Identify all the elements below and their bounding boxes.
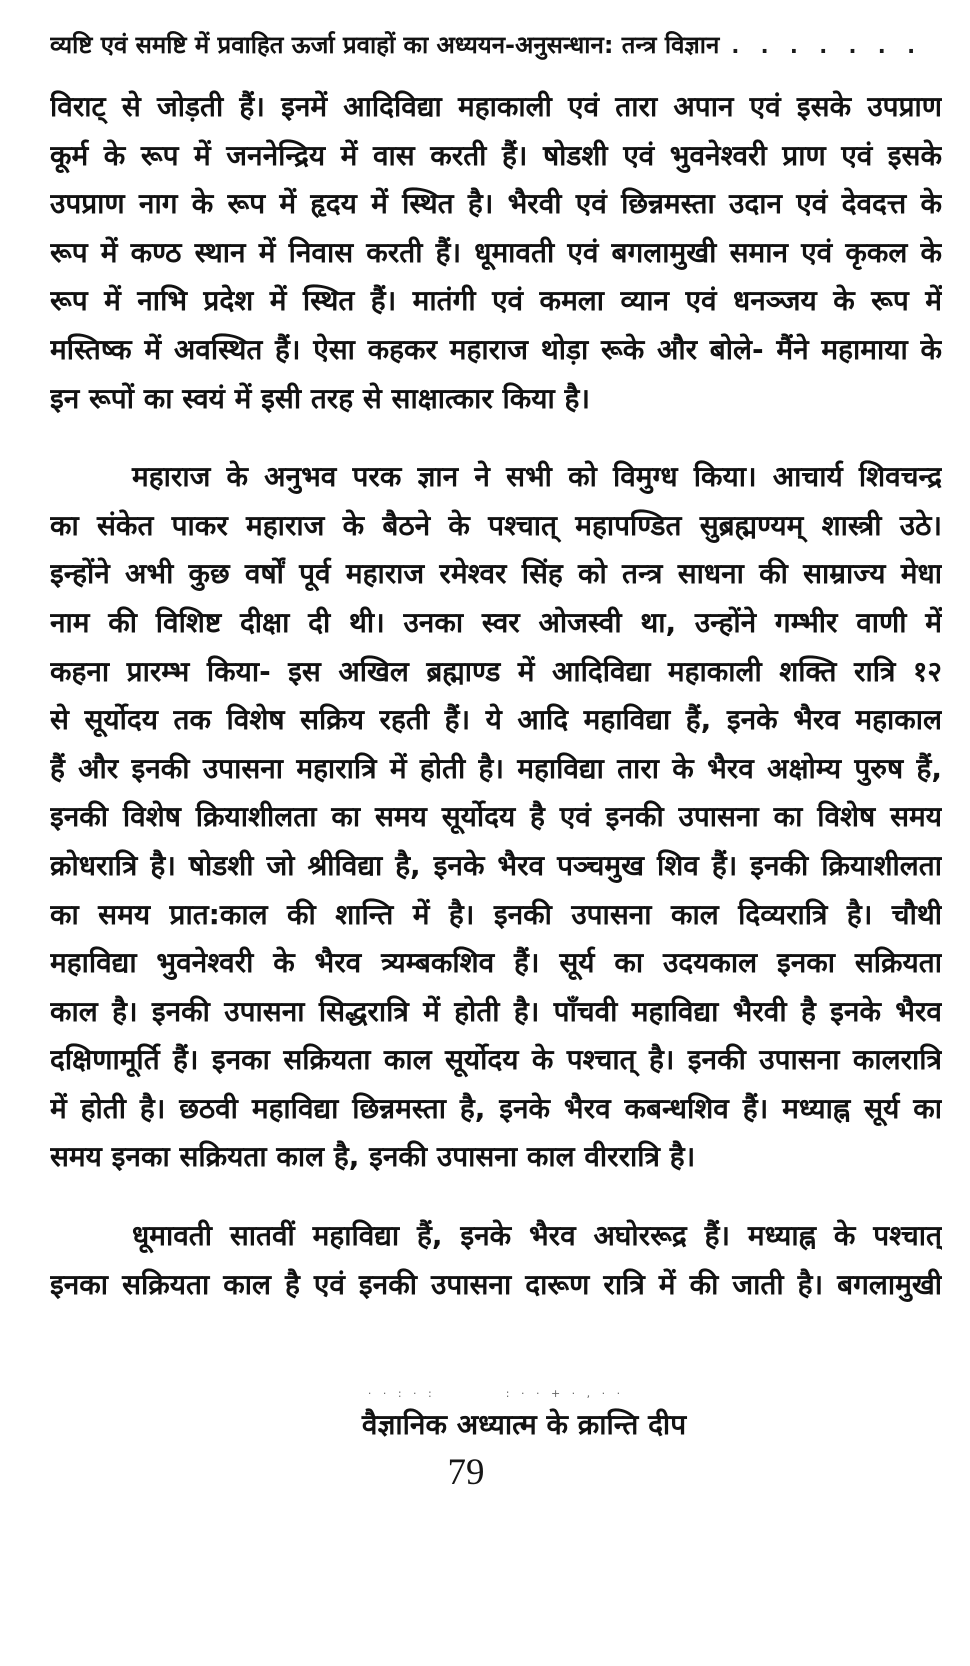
text-line: धूमावती सातवीं महाविद्या हैं, इनके भैरव अघोररूद्र हैं। मध्याह्न के पश्चात् [132, 1219, 942, 1253]
text-line: का समय प्रात:काल की शान्ति में है। इनकी उपासना काल दिव्यरात्रि है। चौथी [50, 897, 942, 931]
paragraph-2 [50, 453, 942, 1182]
text-line: कूर्म के रूप में जननेन्द्रिय में वास करती हैं। षोडशी एवं भुवनेश्वरी प्राण एवं इसके [50, 138, 942, 172]
page-number: 79 [447, 1452, 485, 1494]
header-dot-leader: . . . . . . . [731, 34, 923, 58]
text-line: क्रोधरात्रि है। षोडशी जो श्रीविद्या है, इनके भैरव पञ्चमुख शिव हैं। इनकी क्रियाशीलता [50, 848, 942, 882]
chapter-title: व्यष्टि एवं समष्टि में प्रवाहित ऊर्जा प्रवाहों का अध्ययन-अनुसन्धान: तन्त्र विज्ञान [50, 31, 720, 59]
paragraph-3 [50, 1212, 942, 1309]
text-line: कहना प्रारम्भ किया- इस अखिल ब्रह्माण्ड में आदिविद्या महाकाली शक्ति रात्रि १२ [50, 654, 942, 688]
text-line: महाराज के अनुभव परक ज्ञान ने सभी को विमुग्ध किया। आचार्य शिवचन्द्र [132, 460, 942, 494]
paragraph-1 [50, 83, 942, 423]
text-line: इन्होंने अभी कुछ वर्षों पूर्व महाराज रमेश्वर सिंह को तन्त्र साधना की साम्राज्य मेधा [50, 557, 942, 591]
running-header [50, 30, 942, 61]
text-line: इनका सक्रियता काल है एवं इनकी उपासना दारूण रात्रि में की जाती है। बगलामुखी [50, 1267, 942, 1301]
text-line: इन रूपों का स्वयं में इसी तरह से साक्षात्कार किया है। [50, 381, 591, 415]
text-line: समय इनका सक्रियता काल है, इनकी उपासना काल वीररात्रि है। [50, 1140, 696, 1174]
text-line: विराट् से जोड़ती हैं। इनमें आदिविद्या महाकाली एवं तारा अपान एवं इसके उपप्राण [50, 90, 942, 123]
scan-artifacts [50, 1387, 942, 1401]
text-line: उपप्राण नाग के रूप में हृदय में स्थित है। भैरवी एवं छिन्नमस्ता उदान एवं देवदत्त के [50, 187, 942, 221]
text-line: काल है। इनकी उपासना सिद्धरात्रि में होती है। पाँचवी महाविद्या भैरवी है इनके भैरव [50, 994, 942, 1028]
page-footer [50, 1387, 942, 1494]
text-line: दक्षिणामूर्ति हैं। इनका सक्रियता काल सूर्योदय के पश्चात् है। इनकी उपासना कालरात्रि [50, 1043, 942, 1077]
text-line: रूप में कण्ठ स्थान में निवास करती हैं। धूमावती एवं बगलामुखी समान एवं कृकल के [50, 235, 942, 269]
text-line: नाम की विशिष्ट दीक्षा दी थी। उनका स्वर ओजस्वी था, उन्होंने गम्भीर वाणी में [50, 605, 942, 639]
scan-speckle-left: · · : · : [367, 1387, 436, 1401]
text-line: इनकी विशेष क्रियाशीलता का समय सूर्योदय है एवं इनकी उपासना का विशेष समय [50, 800, 942, 834]
scan-speckle-right: : · · + · , · · [505, 1387, 625, 1401]
text-line: का संकेत पाकर महाराज के बैठने के पश्चात् महापण्डित सुब्रह्मण्यम् शास्त्री उठे। [50, 508, 942, 542]
text-line: में होती है। छठवी महाविद्या छिन्नमस्ता है, इनके भैरव कबन्धशिव हैं। मध्याह्न सूर्य का [50, 1091, 942, 1125]
text-line: हैं और इनकी उपासना महारात्रि में होती है। महाविद्या तारा के भैरव अक्षोम्य पुरुष हैं, [50, 751, 942, 785]
text-line: मस्तिष्क में अवस्थित हैं। ऐसा कहकर महाराज थोड़ा रूके और बोले- मैंने महामाया के [50, 332, 942, 366]
footer-book-title: वैज्ञानिक अध्यात्म के क्रान्ति दीप [361, 1408, 687, 1442]
text-line: रूप में नाभि प्रदेश में स्थित हैं। मातंगी एवं कमला व्यान एवं धनञ्जय के रूप में [50, 284, 942, 318]
text-line: महाविद्या भुवनेश्वरी के भैरव त्र्यम्बकशिव हैं। सूर्य का उदयकाल इनका सक्रियता [50, 946, 942, 980]
text-line: से सूर्योदय तक विशेष सक्रिय रहती हैं। ये आदि महाविद्या हैं, इनके भैरव महाकाल [50, 703, 942, 737]
body-text [50, 83, 942, 1309]
